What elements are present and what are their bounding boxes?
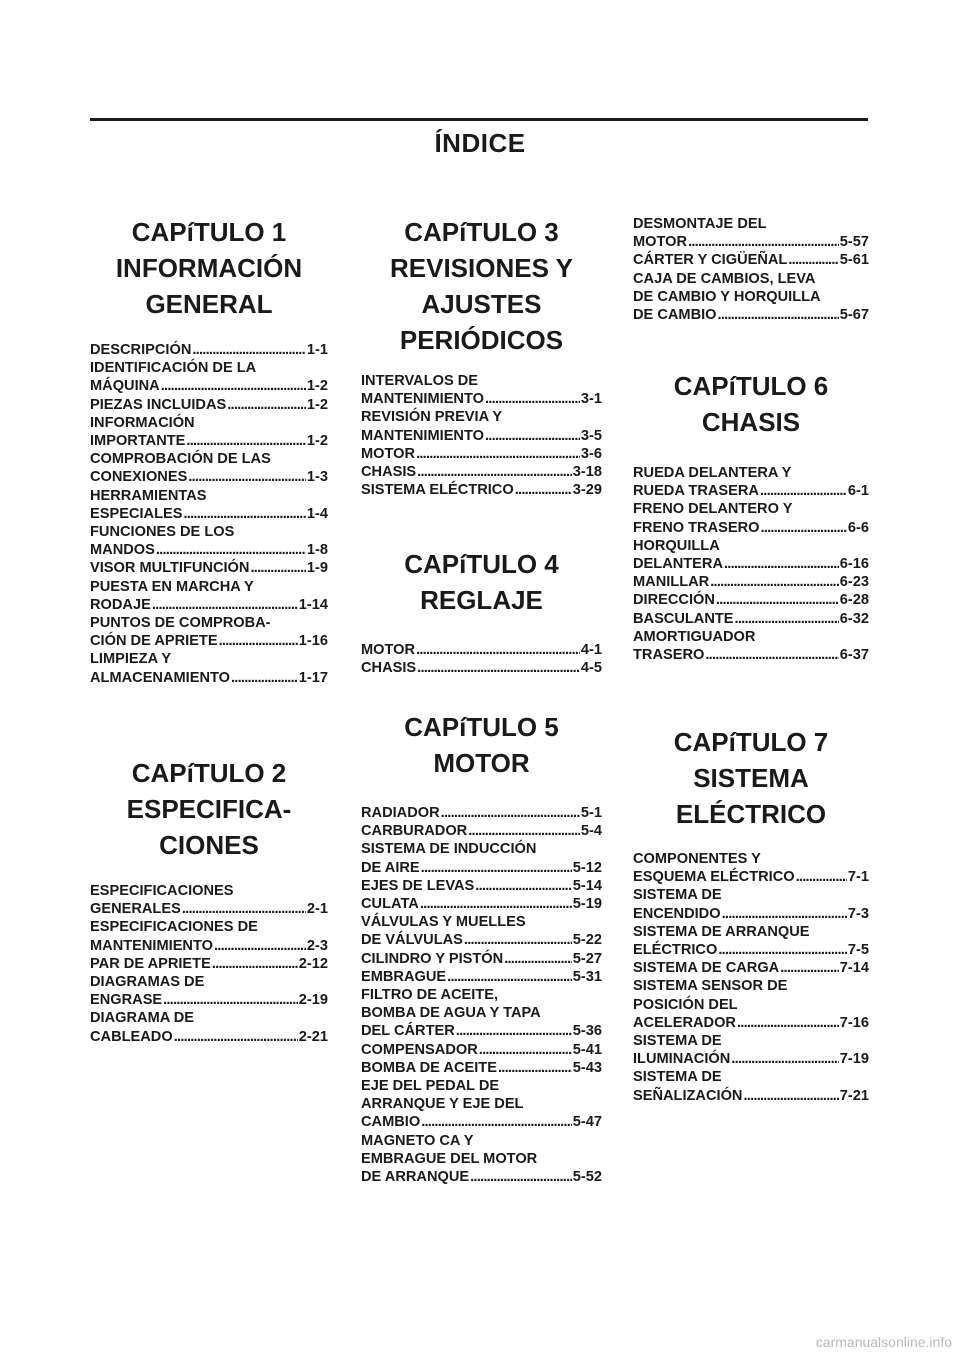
- toc-entry-page: 3-5: [580, 427, 602, 444]
- chapter-heading-line: CAPíTULO 1: [131, 217, 287, 247]
- dot-leader: [737, 1014, 839, 1032]
- dot-leader: [186, 432, 306, 450]
- toc-entry-title: ESPECIFICACIONES: [90, 883, 234, 899]
- toc-entry-page: 7-3: [847, 905, 869, 922]
- toc-entry-title: COMPONENTES Y: [633, 851, 761, 867]
- dot-leader: [710, 573, 839, 591]
- toc-entry-title: CAJA DE CAMBIOS, LEVA: [633, 270, 816, 287]
- toc-entry-title: EJES DE LEVAS: [361, 877, 475, 894]
- toc-entry[interactable]: [633, 1032, 869, 1068]
- toc-entry[interactable]: [90, 396, 328, 414]
- toc-entry-title: VISOR MULTIFUNCIÓN: [90, 560, 250, 577]
- toc-entry-title: ENCENDIDO: [633, 905, 721, 922]
- chapter-1-entries: [90, 341, 328, 687]
- toc-entry-title: MANTENIMIENTO: [361, 391, 484, 408]
- toc-entry-title: CONEXIONES: [90, 469, 188, 486]
- chapter-3-entries: [361, 372, 602, 499]
- chapter-6-heading: [633, 368, 869, 440]
- chapter-heading-line: CIONES: [159, 830, 259, 860]
- toc-entry-page: 5-4: [580, 823, 602, 840]
- toc-entry[interactable]: [361, 1077, 602, 1132]
- toc-entry[interactable]: [361, 986, 602, 1041]
- toc-entry-page: 6-6: [847, 519, 869, 536]
- toc-entry[interactable]: [90, 559, 328, 577]
- toc-entry-title: CIÓN DE APRIETE: [90, 633, 218, 650]
- dot-leader: [250, 559, 305, 577]
- toc-entry[interactable]: [633, 591, 869, 609]
- chapter-heading-line: REVISIONES Y: [389, 253, 574, 283]
- chapter-heading-line: CAPíTULO 3: [404, 217, 559, 247]
- toc-entry[interactable]: [361, 463, 602, 481]
- toc-entry[interactable]: [361, 840, 602, 876]
- dot-leader: [716, 591, 839, 609]
- chapter-6-entries: [633, 464, 869, 664]
- toc-entry-title: RODAJE: [90, 596, 151, 613]
- toc-entry-page: 3-6: [580, 445, 602, 462]
- dot-leader: [416, 641, 580, 659]
- toc-entry-page: 5-57: [839, 234, 869, 251]
- toc-entry-title: ILUMINACIÓN: [633, 1051, 731, 1068]
- toc-entry-title: BOMBA DE ACEITE: [361, 1059, 497, 1076]
- dot-leader: [421, 859, 572, 877]
- toc-entry-title: FRENO TRASERO: [633, 519, 760, 536]
- chapter-heading-line: SISTEMA: [693, 763, 809, 793]
- toc-entry[interactable]: [361, 913, 602, 949]
- toc-entry-page: 3-18: [572, 464, 602, 481]
- toc-entry-page: 5-36: [572, 1023, 602, 1040]
- toc-entry-title: HERRAMIENTAS: [90, 487, 207, 504]
- toc-entry-title: DESMONTAJE DEL: [633, 216, 767, 232]
- toc-entry-title: PUESTA EN MARCHA Y: [90, 578, 254, 595]
- toc-entry[interactable]: [633, 537, 869, 573]
- chapter-heading-line: REGLAJE: [420, 585, 543, 615]
- chapter-4-entries: [361, 641, 602, 677]
- toc-entry[interactable]: [90, 973, 328, 1009]
- toc-entry-title: BOMBA DE AGUA Y TAPA: [361, 1005, 541, 1022]
- toc-entry-title: DIRECCIÓN: [633, 592, 715, 609]
- toc-entry[interactable]: [361, 445, 602, 463]
- toc-entry-title: MOTOR: [361, 642, 416, 658]
- toc-entry-title: CARBURADOR: [361, 823, 468, 840]
- dot-leader: [156, 541, 306, 559]
- chapter-heading-line: AJUSTES: [421, 289, 542, 319]
- toc-entry-page: 1-17: [298, 669, 328, 686]
- chapter-1-heading: [90, 214, 328, 322]
- toc-entry-title: DE VÁLVULAS: [361, 932, 463, 949]
- toc-entry-title: EJE DEL PEDAL DE: [361, 1078, 500, 1095]
- toc-entry-page: 5-67: [839, 307, 869, 324]
- toc-entry-page: 3-29: [572, 482, 602, 499]
- dot-leader: [441, 804, 580, 822]
- toc-entry[interactable]: [90, 523, 328, 559]
- toc-entry-title: DIAGRAMA DE: [90, 1010, 195, 1027]
- dot-leader: [796, 868, 847, 886]
- toc-entry[interactable]: [90, 359, 328, 395]
- chapter-heading-line: PERIÓDICOS: [399, 325, 564, 355]
- dot-leader: [688, 233, 839, 251]
- chapter-3-heading: [361, 214, 602, 358]
- toc-entry-title: CHASIS: [361, 660, 417, 677]
- toc-entry[interactable]: [361, 895, 602, 913]
- toc-entry-page: 5-22: [572, 932, 602, 949]
- dot-leader: [464, 931, 572, 949]
- toc-entry[interactable]: [633, 500, 869, 536]
- toc-entry[interactable]: [361, 641, 602, 659]
- toc-entry[interactable]: [633, 610, 869, 628]
- toc-entry-title: ALMACENAMIENTO: [90, 669, 230, 686]
- toc-entry-page: 1-8: [306, 542, 328, 559]
- toc-entry-title: DE CAMBIO Y HORQUILLA: [633, 288, 821, 305]
- toc-entry-page: 5-61: [839, 252, 869, 269]
- toc-entry-title: CHASIS: [361, 464, 417, 481]
- dot-leader: [724, 555, 839, 573]
- toc-entry[interactable]: [361, 1059, 602, 1077]
- toc-entry-title: IMPORTANTE: [90, 433, 186, 450]
- toc-entry-title: MANTENIMIENTO: [90, 937, 213, 954]
- toc-entry-title: SEÑALIZACIÓN: [633, 1087, 743, 1104]
- toc-entry-page: 7-19: [839, 1051, 869, 1068]
- toc-entry[interactable]: [361, 659, 602, 677]
- toc-entry-page: 1-2: [306, 378, 328, 395]
- dot-leader: [417, 463, 572, 481]
- chapter-heading-line: CAPíTULO 6: [673, 371, 829, 401]
- dot-leader: [504, 950, 572, 968]
- toc-entry-page: 1-16: [298, 633, 328, 650]
- toc-entry-title: DIAGRAMAS DE: [90, 974, 205, 991]
- dot-leader: [788, 251, 838, 269]
- chapter-heading-line: ESPECIFICA-: [126, 794, 292, 824]
- toc-entry-title: SISTEMA DE: [633, 887, 722, 904]
- toc-entry[interactable]: [90, 614, 328, 650]
- toc-entry[interactable]: [633, 923, 869, 959]
- toc-entry-title: AMORTIGUADOR: [633, 628, 756, 645]
- toc-entry[interactable]: [90, 955, 328, 973]
- toc-entry-title: HORQUILLA: [633, 537, 720, 554]
- toc-entry-title: ENGRASE: [90, 992, 163, 1009]
- toc-entry[interactable]: [90, 578, 328, 614]
- toc-entry[interactable]: [633, 850, 869, 886]
- toc-entry-title: VÁLVULAS Y MUELLES: [361, 914, 526, 931]
- toc-entry-page: 6-23: [839, 574, 869, 591]
- chapter-5-entries: [361, 804, 602, 1186]
- toc-entry-page: 4-1: [580, 642, 602, 658]
- toc-entry-title: MOTOR: [633, 234, 688, 251]
- dot-leader: [421, 1113, 572, 1131]
- dot-leader: [470, 1168, 572, 1186]
- toc-entry-title: MANTENIMIENTO: [361, 427, 484, 444]
- toc-entry-title: DE AIRE: [361, 859, 420, 876]
- toc-entry[interactable]: [90, 341, 328, 359]
- chapter-2-heading: [90, 755, 328, 863]
- toc-entry-page: 7-21: [839, 1087, 869, 1104]
- toc-entry[interactable]: [633, 886, 869, 922]
- toc-entry[interactable]: [361, 804, 602, 822]
- toc-entry-title: CÁRTER Y CIGÜEÑAL: [633, 252, 788, 269]
- toc-entry-title: ACELERADOR: [633, 1014, 736, 1031]
- toc-entry[interactable]: [361, 408, 602, 444]
- toc-entry-title: SISTEMA DE: [633, 1069, 722, 1086]
- toc-entry[interactable]: [633, 1068, 869, 1104]
- dot-leader: [722, 905, 847, 923]
- toc-entry-title: SISTEMA DE: [633, 1033, 722, 1050]
- toc-entry-page: 5-19: [572, 896, 602, 913]
- toc-entry-title: MANDOS: [90, 542, 155, 559]
- chapter-heading-line: CHASIS: [701, 407, 801, 437]
- chapter-heading-line: ELÉCTRICO: [675, 799, 827, 829]
- chapter-heading-line: GENERAL: [145, 289, 273, 319]
- chapter-heading-line: MOTOR: [433, 748, 530, 778]
- toc-entry-title: COMPROBACIÓN DE LAS: [90, 451, 271, 468]
- top-rule: [90, 118, 868, 121]
- toc-entry[interactable]: [361, 950, 602, 968]
- toc-entry[interactable]: [633, 464, 869, 500]
- toc-entry-title: DESCRIPCIÓN: [90, 342, 192, 358]
- toc-entry[interactable]: [361, 481, 602, 499]
- dot-leader: [192, 341, 306, 359]
- dot-leader: [182, 900, 306, 918]
- toc-entry-title: EMBRAGUE: [361, 968, 447, 985]
- toc-entry-title: DEL CÁRTER: [361, 1023, 455, 1040]
- toc-entry-title: PAR DE APRIETE: [90, 955, 211, 972]
- toc-entry-title: TRASERO: [633, 647, 705, 664]
- dot-leader: [214, 937, 306, 955]
- toc-entry-title: MÁQUINA: [90, 378, 160, 395]
- dot-leader: [219, 632, 298, 650]
- toc-entry-page: 7-1: [847, 869, 869, 886]
- toc-entry-page: 1-4: [306, 505, 328, 522]
- toc-entry[interactable]: [90, 487, 328, 523]
- toc-entry-page: 1-1: [306, 342, 328, 358]
- dot-leader: [174, 1028, 298, 1046]
- dot-leader: [479, 1041, 572, 1059]
- toc-entry-title: DE CAMBIO: [633, 307, 717, 324]
- toc-entry-page: 4-5: [580, 660, 602, 677]
- chapter-heading-line: CAPíTULO 2: [131, 758, 287, 788]
- toc-entry-page: 1-3: [306, 469, 328, 486]
- toc-entry[interactable]: [633, 573, 869, 591]
- dot-leader: [780, 959, 839, 977]
- toc-entry[interactable]: [633, 251, 869, 269]
- toc-entry-title: RUEDA TRASERA: [633, 483, 759, 500]
- toc-entry-title: MANILLAR: [633, 574, 710, 591]
- dot-leader: [705, 646, 838, 664]
- dot-leader: [152, 596, 298, 614]
- toc-entry-title: POSICIÓN DEL: [633, 996, 738, 1013]
- toc-entry-title: FILTRO DE ACEITE,: [361, 987, 499, 1004]
- chapter-7-heading: [633, 724, 869, 832]
- dot-leader: [475, 877, 572, 895]
- chapter-7-entries: [633, 850, 869, 1105]
- toc-entry-page: 1-2: [306, 396, 328, 413]
- toc-entry-title: ELÉCTRICO: [633, 942, 718, 959]
- toc-entry[interactable]: [361, 877, 602, 895]
- toc-entry-title: RUEDA DELANTERA Y: [633, 465, 792, 481]
- toc-entry-title: ESPECIALES: [90, 505, 183, 522]
- dot-leader: [417, 659, 580, 677]
- toc-entry-title: CAMBIO: [361, 1114, 421, 1131]
- dot-leader: [718, 306, 839, 324]
- dot-leader: [212, 955, 298, 973]
- toc-entry-page: 5-12: [572, 859, 602, 876]
- toc-entry-page: 5-47: [572, 1114, 602, 1131]
- toc-entry-title: SISTEMA DE ARRANQUE: [633, 923, 810, 940]
- dot-leader: [161, 377, 306, 395]
- toc-entry-page: 7-5: [847, 942, 869, 959]
- toc-entry-title: CABLEADO: [90, 1028, 173, 1045]
- chapter-heading-line: CAPíTULO 7: [673, 727, 829, 757]
- dot-leader: [498, 1059, 572, 1077]
- toc-entry-title: CILINDRO Y PISTÓN: [361, 950, 504, 967]
- dot-leader: [231, 669, 298, 687]
- toc-entry-title: ARRANQUE Y EJE DEL: [361, 1096, 524, 1113]
- toc-entry-title: INTERVALOS DE: [361, 373, 479, 389]
- dot-leader: [163, 991, 298, 1009]
- toc-entry-title: FRENO DELANTERO Y: [633, 501, 793, 518]
- toc-entry-page: 5-27: [572, 950, 602, 967]
- toc-entry[interactable]: [361, 372, 602, 408]
- toc-entry-title: ESPECIFICACIONES DE: [90, 919, 258, 936]
- toc-entry-title: FUNCIONES DE LOS: [90, 524, 235, 541]
- toc-entry-page: 6-1: [847, 483, 869, 500]
- toc-entry-page: 2-3: [306, 937, 328, 954]
- toc-entry-title: DE ARRANQUE: [361, 1169, 470, 1186]
- toc-entry-page: 5-41: [572, 1041, 602, 1058]
- dot-leader: [718, 941, 847, 959]
- toc-entry-title: ESQUEMA ELÉCTRICO: [633, 869, 795, 886]
- toc-entry-title: LIMPIEZA Y: [90, 651, 172, 668]
- dot-leader: [183, 505, 305, 523]
- toc-entry-title: DELANTERA: [633, 556, 723, 573]
- toc-entry-title: COMPENSADOR: [361, 1041, 478, 1058]
- toc-entry-title: EMBRAGUE DEL MOTOR: [361, 1150, 538, 1167]
- dot-leader: [485, 390, 580, 408]
- toc-entry-title: RADIADOR: [361, 805, 440, 821]
- toc-entry-page: 6-32: [839, 610, 869, 627]
- toc-entry-page: 7-16: [839, 1014, 869, 1031]
- chapter-2-entries: [90, 882, 328, 1046]
- page-title: ÍNDICE: [434, 128, 526, 158]
- toc-entry-page: 5-31: [572, 968, 602, 985]
- toc-entry-page: 7-14: [839, 960, 869, 977]
- toc-entry[interactable]: [361, 1132, 602, 1187]
- toc-entry-page: 1-9: [306, 560, 328, 577]
- toc-entry-page: 6-16: [839, 556, 869, 573]
- toc-entry-page: 5-43: [572, 1059, 602, 1076]
- dot-leader: [188, 468, 306, 486]
- toc-entry-page: 6-37: [839, 647, 869, 664]
- toc-entry-page: 2-1: [306, 901, 328, 918]
- toc-entry-page: 1-14: [298, 596, 328, 613]
- toc-entry-title: PUNTOS DE COMPROBA-: [90, 615, 271, 632]
- toc-entry[interactable]: [633, 959, 869, 977]
- toc-entry[interactable]: [633, 270, 869, 325]
- toc-entry[interactable]: [361, 968, 602, 986]
- toc-entry-title: MOTOR: [361, 445, 416, 462]
- dot-leader: [515, 481, 572, 499]
- toc-entry-page: 5-14: [572, 877, 602, 894]
- toc-entry-page: 2-12: [298, 955, 328, 972]
- toc-entry[interactable]: [361, 1041, 602, 1059]
- toc-entry[interactable]: [361, 822, 602, 840]
- dot-leader: [485, 427, 580, 445]
- toc-entry-title: INFORMACIÓN: [90, 414, 195, 431]
- dot-leader: [731, 1050, 838, 1068]
- dot-leader: [468, 822, 580, 840]
- toc-entry[interactable]: [90, 918, 328, 954]
- chapter-heading-line: CAPíTULO 4: [404, 549, 559, 579]
- toc-entry-title: SISTEMA ELÉCTRICO: [361, 482, 514, 499]
- dot-leader: [760, 519, 846, 537]
- dot-leader: [743, 1087, 838, 1105]
- dot-leader: [420, 895, 572, 913]
- toc-entry-page: 2-21: [298, 1028, 328, 1045]
- toc-entry[interactable]: [90, 650, 328, 686]
- toc-entry-title: SISTEMA DE CARGA: [633, 960, 780, 977]
- toc-entry-page: 5-1: [580, 805, 602, 821]
- toc-entry-title: BASCULANTE: [633, 610, 734, 627]
- dot-leader: [456, 1022, 572, 1040]
- toc-entry[interactable]: [633, 628, 869, 664]
- toc-entry[interactable]: [90, 1009, 328, 1045]
- toc-entry-page: 5-52: [572, 1169, 602, 1186]
- toc-entry-page: 1-2: [306, 433, 328, 450]
- dot-leader: [735, 610, 839, 628]
- toc-entry[interactable]: [633, 977, 869, 1032]
- toc-entry[interactable]: [633, 215, 869, 251]
- toc-entry-title: CULATA: [361, 896, 419, 913]
- toc-entry-title: GENERALES: [90, 901, 181, 918]
- dot-leader: [760, 482, 847, 500]
- chapter-5-entries-continued: [633, 215, 869, 324]
- chapter-heading-line: CAPíTULO 5: [404, 712, 559, 742]
- dot-leader: [227, 396, 306, 414]
- toc-entry[interactable]: [90, 414, 328, 450]
- watermark: carmanualsonline.info: [815, 1334, 952, 1350]
- toc-entry-title: SISTEMA SENSOR DE: [633, 978, 788, 995]
- toc-entry-title: PIEZAS INCLUIDAS: [90, 396, 227, 413]
- dot-leader: [447, 968, 572, 986]
- toc-entry[interactable]: [90, 450, 328, 486]
- toc-entry-page: 3-1: [580, 391, 602, 408]
- toc-entry-title: MAGNETO CA Y: [361, 1132, 474, 1149]
- chapter-heading-line: INFORMACIÓN: [115, 253, 303, 283]
- toc-entry-title: REVISIÓN PREVIA Y: [361, 409, 503, 426]
- chapter-5-heading: [361, 709, 602, 781]
- toc-entry-page: 6-28: [839, 592, 869, 609]
- chapter-4-heading: [361, 546, 602, 618]
- toc-entry[interactable]: [90, 882, 328, 918]
- toc-entry-title: SISTEMA DE INDUCCIÓN: [361, 841, 537, 858]
- toc-entry-page: 2-19: [298, 992, 328, 1009]
- toc-entry-title: IDENTIFICACIÓN DE LA: [90, 360, 257, 377]
- dot-leader: [416, 445, 580, 463]
